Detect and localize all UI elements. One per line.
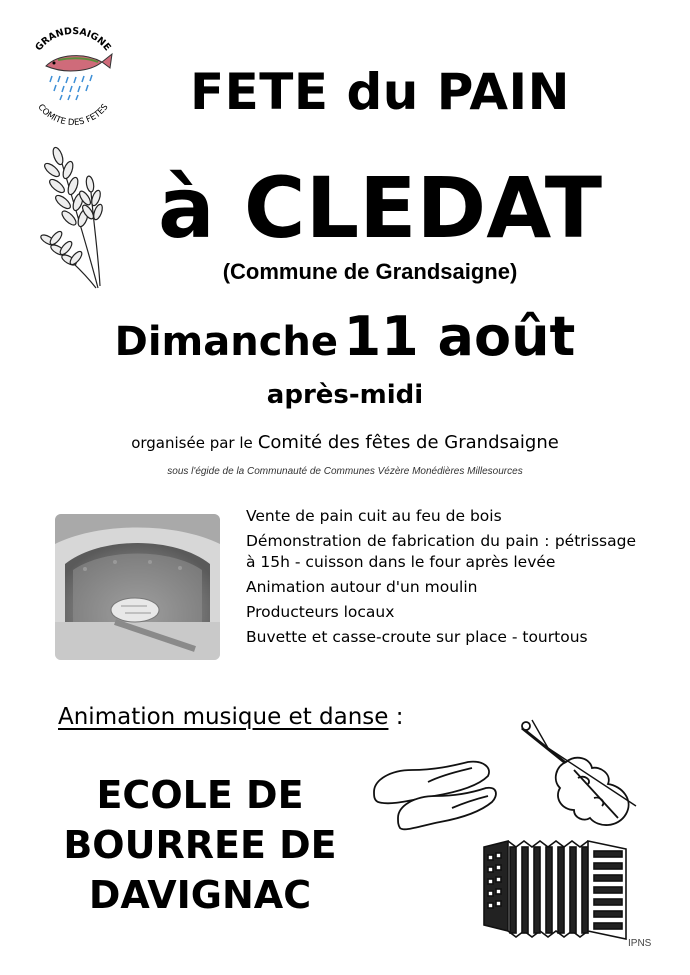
activity-item: Producteurs locaux [246, 603, 395, 621]
clogs-icon [368, 752, 498, 842]
accordion-icon [480, 835, 630, 945]
animation-heading [58, 702, 478, 732]
trout-icon [46, 54, 112, 71]
rain-icon [50, 75, 92, 100]
svg-text:GRANDSAIGNE [33, 26, 113, 53]
commune-subtitle: (Commune de Grandsaigne) [222, 259, 518, 284]
activity-item: Démonstration de fabrication du pain : pétrissage à 15h - cuisson dans le four après levée [246, 532, 636, 571]
dance-school-name [40, 770, 360, 920]
ipns-footer: IPNS [628, 938, 652, 949]
oven-photo [55, 514, 220, 660]
logo-bottom-text: COMITE DES FETES [35, 102, 111, 129]
organizer-prefix: organisée par le [131, 434, 253, 452]
animation-colon: : [388, 704, 404, 730]
activities-list [246, 506, 636, 652]
wheat-icon [38, 140, 118, 290]
comite-logo [18, 20, 128, 130]
logo-top-text: GRANDSAIGNE [33, 25, 113, 54]
event-day: Dimanche [114, 319, 339, 365]
activity-item: Buvette et casse-croute sur place - tourtous [246, 628, 588, 646]
organizer-line [40, 430, 650, 456]
dance-school-line: BOURREE DE [63, 823, 337, 867]
violin-icon [518, 718, 643, 833]
dance-school-line: DAVIGNAC [88, 873, 312, 917]
svg-text:COMITE DES FETES [35, 102, 110, 128]
organizer-name: Comité des fêtes de Grandsaigne [257, 432, 559, 453]
event-day-number: 11 août [343, 305, 576, 368]
event-title: FETE du PAIN [190, 63, 570, 121]
event-date [20, 302, 670, 385]
egide-note: sous l'égide de la Communauté de Communes Vézère Monédières Millesources [167, 466, 523, 477]
activity-item: Animation autour d'un moulin [246, 578, 478, 596]
event-time: après-midi [266, 380, 424, 410]
event-location: à CLEDAT [158, 159, 602, 257]
animation-label: Animation musique et danse [58, 704, 389, 730]
activity-item: Vente de pain cuit au feu de bois [246, 507, 502, 525]
dance-school-line: ECOLE DE [96, 773, 304, 817]
